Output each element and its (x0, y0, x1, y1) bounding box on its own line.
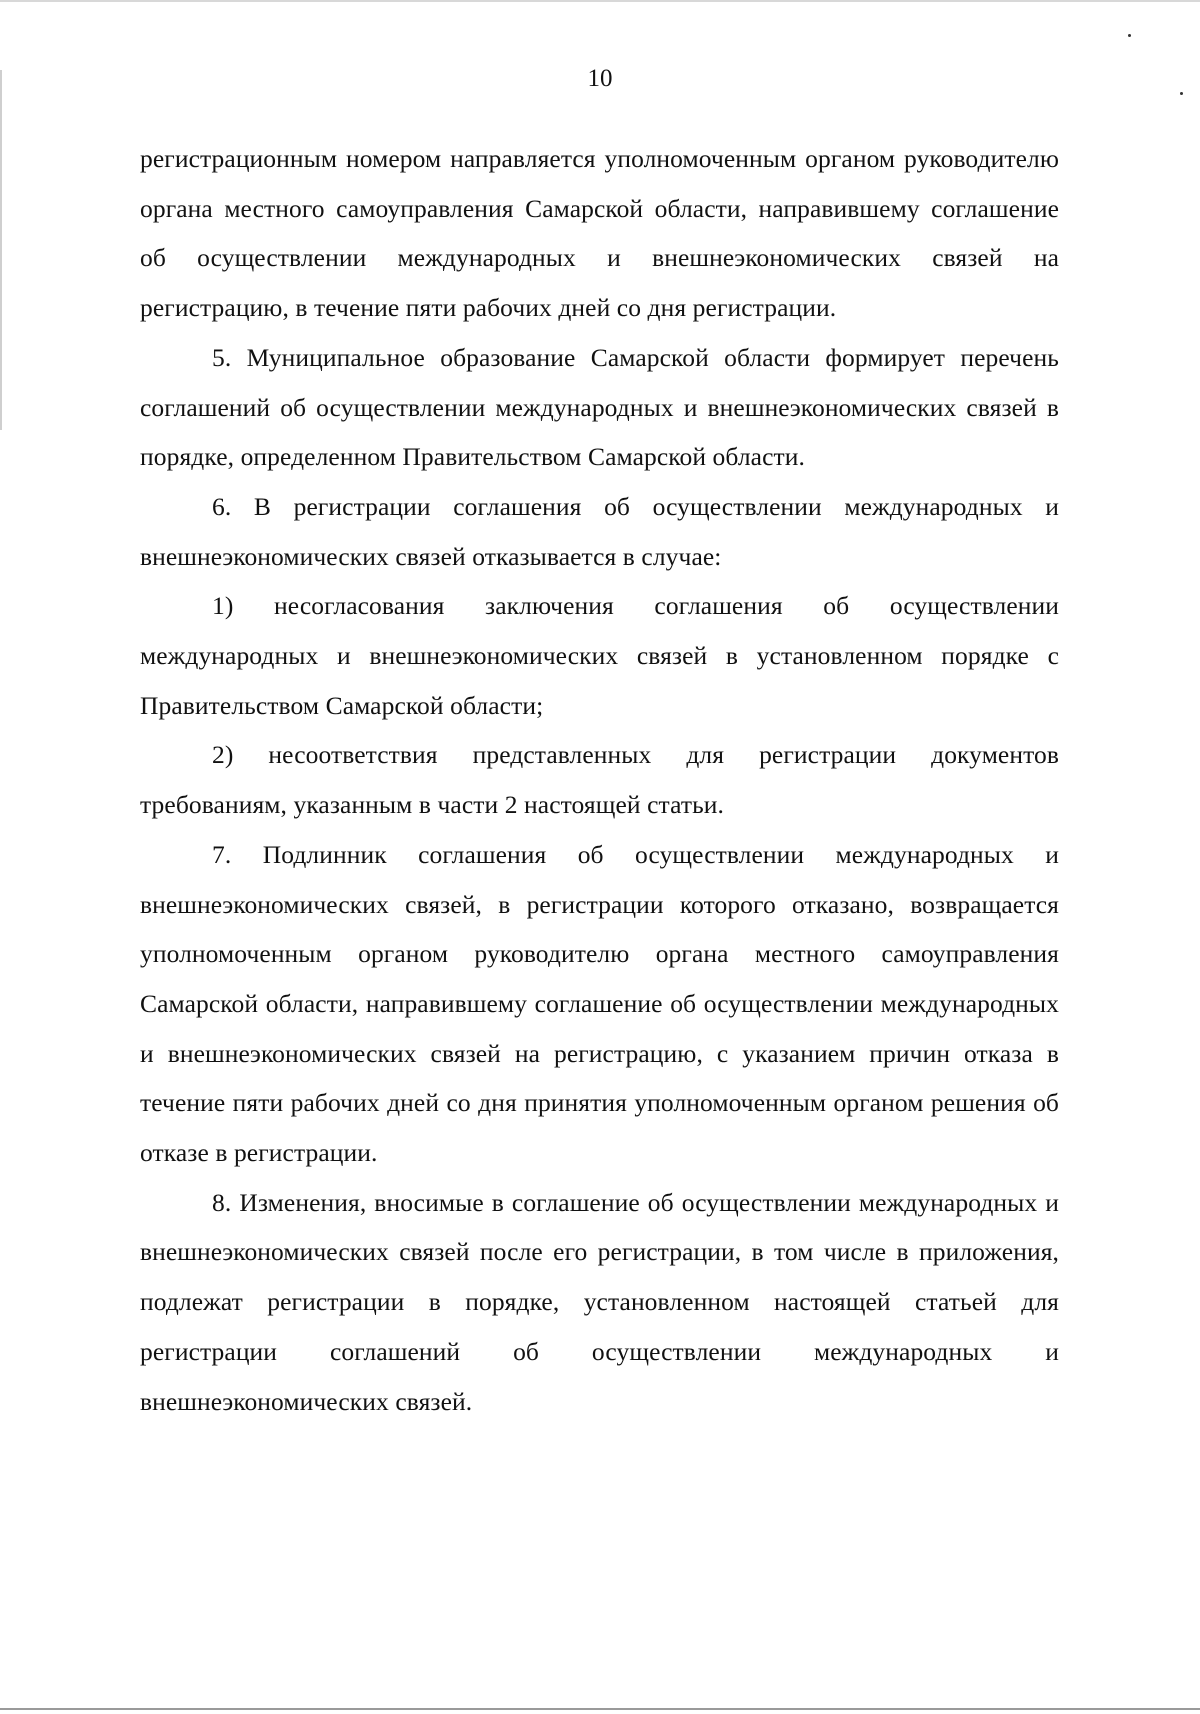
document-body (140, 134, 1059, 1426)
paragraph-item-6: 6. В регистрации соглашения об осуществлении международных и внешнеэкономических связей отказывается в случае: (140, 491, 1059, 571)
paragraph-subitem-2: 2) несоответствия представленных для регистрации документов требованиям, указанным в части 2 настоящей статьи. (140, 740, 1059, 820)
scan-speck (1128, 34, 1131, 37)
paragraph-subitem-1: 1) несогласования заключения соглашения об осуществлении международных и внешнеэкономических связей в установленном порядке с Правительством Самарской области; (140, 591, 1059, 720)
scan-edge-bottom (0, 1708, 1200, 1710)
scan-edge-top (0, 0, 1200, 2)
paragraph-item-7: 7. Подлинник соглашения об осуществлении международных и внешнеэкономических связей, в регистрации которого отказано, возвращается уполномоченным органом руководителю органа местного самоуправления Самарской области, направившему соглашение об осуществлении международных и внешнеэкономических связей на регистрацию, с указанием причин отказа в течение пяти рабочих дней со дня принятия уполномоченным органом решения об отказе в регистрации. (140, 839, 1059, 1168)
scan-edge-left (0, 70, 2, 430)
paragraph-item-8: 8. Изменения, вносимые в соглашение об осуществлении международных и внешнеэкономических связей после его регистрации, в том числе в приложения, подлежат регистрации в порядке, установленном настоящей статьей для регистрации соглашений об осуществлении международных и внешнеэкономических связей. (140, 1187, 1059, 1416)
page-number: 10 (587, 65, 613, 92)
paragraph-item-5: 5. Муниципальное образование Самарской области формирует перечень соглашений об осуществлении международных и внешнеэкономических связей в порядке, определенном Правительством Самарской области. (140, 342, 1059, 472)
paragraph-continuation: регистрационным номером направляется уполномоченным органом руководителю органа местного самоуправления Самарской области, направившему соглашение об осуществлении международных и внешнеэкономических связей на регистрацию, в течение пяти рабочих дней со дня регистрации. (140, 144, 1059, 323)
